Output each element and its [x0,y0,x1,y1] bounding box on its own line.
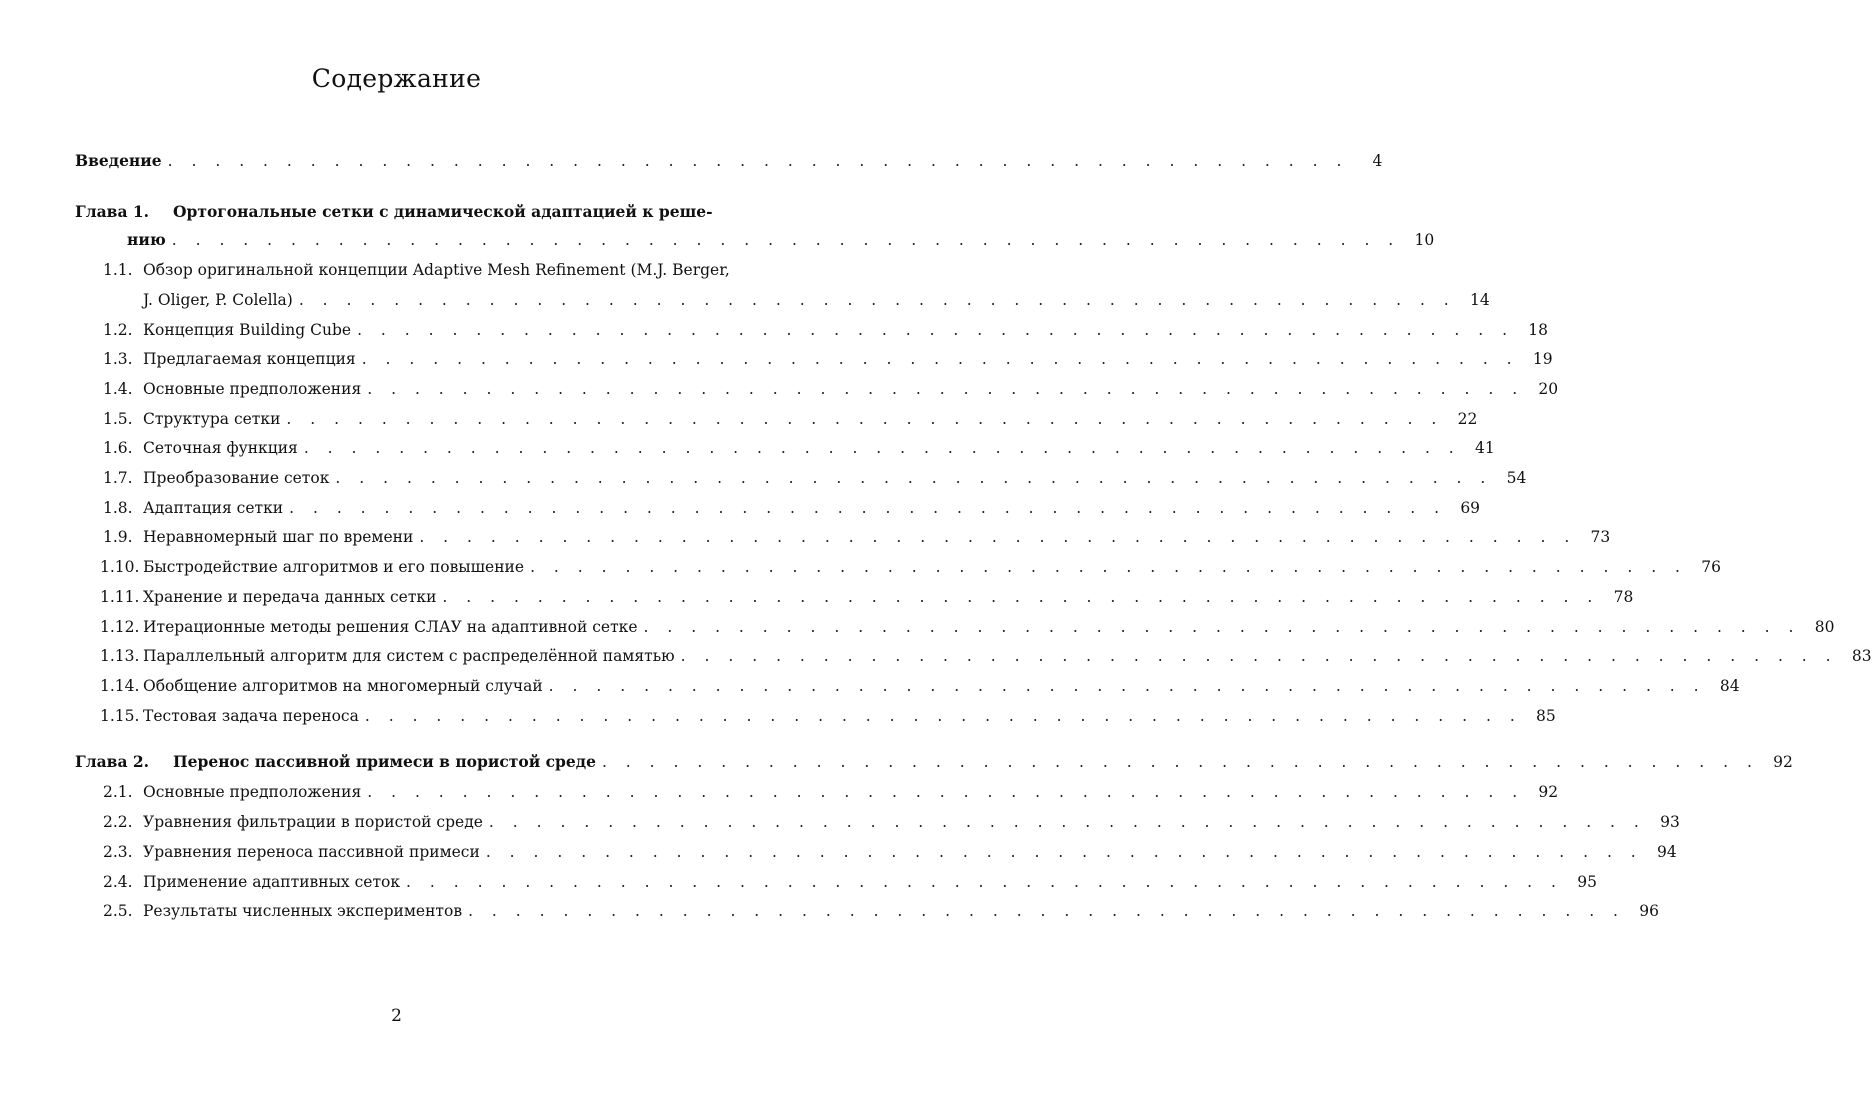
toc-page-number: 69 [1460,499,1481,517]
toc-page-number: 73 [1590,528,1611,546]
chapter-title-line1: Ортогональные сетки с динамической адаптацией к реше- [173,202,713,221]
section-title: Структура сетки [143,410,281,428]
toc-leader-dots: . . . . . . . . . . . . . . . . . . . . . . . . . . . . . . . . . . . . . . . . . . . . . . . . . [468,902,1625,920]
section-number: 1.5. [103,410,133,428]
section-title: Быстродействие алгоритмов и его повышение [143,558,525,576]
toc-page-number: 94 [1657,843,1677,861]
page-title: Содержание [311,64,482,93]
chapter-number: Глава 1. [75,202,150,221]
section-number: 1.2. [103,321,133,339]
section-title: Основные предположения [143,783,362,801]
toc-leader-dots: . . . . . . . . . . . . . . . . . . . . . . . . . . . . . . . . . . . . . . . . . . . . . . . . . [601,753,1759,771]
toc-page-number: 22 [1457,410,1478,428]
section-title: Уравнения фильтрации в пористой среде [143,813,483,831]
toc-section-2-4[interactable] [0,870,1597,894]
toc-section-1-8[interactable] [0,496,1481,520]
section-number: 1.10. [100,558,140,576]
toc-leader-dots: . . . . . . . . . . . . . . . . . . . . . . . . . . . . . . . . . . . . . . . . . . . . . . . . . [548,677,1706,695]
section-number: 1.1. [103,261,133,279]
toc-leader-dots: . . . . . . . . . . . . . . . . . . . . . . . . . . . . . . . . . . . . . . . . . . . . . . . . . . . . [171,231,1401,249]
section-number: 1.14. [100,677,140,695]
toc-leader-dots: . . . . . . . . . . . . . . . . . . . . . . . . . . . . . . . . . . . . . . . . . . . . . . . . . . [167,152,1349,170]
toc-page-number: 14 [1470,291,1490,309]
toc-chapter-1-cont[interactable] [0,228,1435,252]
section-number: 2.2. [103,813,133,831]
chapter-number: Глава 2. [75,752,150,771]
toc-section-1-6[interactable] [0,436,1495,460]
toc-leader-dots: . . . . . . . . . . . . . . . . . . . . . . . . . . . . . . . . . . . . . . . . . . . . . . . . . [442,588,1600,606]
toc-section-1-14[interactable] [0,674,1740,698]
section-number: 2.5. [103,902,133,920]
section-title: Сеточная функция [143,439,298,457]
toc-chapter-1[interactable] [0,200,793,224]
toc-leader-dots: . . . . . . . . . . . . . . . . . . . . . . . . . . . . . . . . . . . . . . . . . . . . . . . . . [367,783,1525,801]
toc-section-2-5[interactable] [0,899,1659,923]
toc-section-1-7[interactable] [0,466,1527,490]
toc-section-1-1[interactable] [0,258,793,282]
toc-leader-dots: . . . . . . . . . . . . . . . . . . . . . . . . . . . . . . . . . . . . . . . . . . . . . . . . . [485,843,1643,861]
section-number: 1.15. [100,707,140,725]
toc-page-number: 85 [1536,707,1556,725]
toc-leader-dots: . . . . . . . . . . . . . . . . . . . . . . . . . . . . . . . . . . . . . . . . . . . . . . . . . [335,469,1493,487]
toc-section-1-12[interactable] [0,615,1835,639]
page-number: 2 [391,1006,402,1026]
toc-section-1-15[interactable] [0,704,1556,728]
section-number: 1.13. [100,647,140,665]
section-title: Параллельный алгоритм для систем с распределённой памятью [143,647,675,665]
section-title-line1: Обзор оригинальной концепции Adaptive Mesh Refinement (M.J. Berger, [143,261,730,279]
toc-section-1-1-cont[interactable] [0,288,1490,312]
toc-page-number: 20 [1538,380,1559,398]
toc-leader-dots: . . . . . . . . . . . . . . . . . . . . . . . . . . . . . . . . . . . . . . . . . . . . . . . . . [298,291,1456,309]
toc-page-number: 19 [1532,350,1553,368]
toc-leader-dots: . . . . . . . . . . . . . . . . . . . . . . . . . . . . . . . . . . . . . . . . . . . . . . . . . [488,813,1646,831]
chapter-title: Перенос пассивной примеси в пористой среде [173,752,596,771]
toc-leader-dots: . . . . . . . . . . . . . . . . . . . . . . . . . . . . . . . . . . . . . . . . . . . . . . . . . [419,528,1577,546]
section-title: Хранение и передача данных сетки [143,588,437,606]
section-title: Результаты численных экспериментов [143,902,463,920]
section-number: 1.4. [103,380,133,398]
toc-section-1-11[interactable] [0,585,1634,609]
section-number: 1.9. [103,528,133,546]
toc-entry-intro[interactable] [0,149,1383,173]
section-number: 2.3. [103,843,133,861]
toc-section-1-2[interactable] [0,318,1548,342]
section-title: Концепция Building Cube [143,321,352,339]
section-title: Неравномерный шаг по времени [143,528,414,546]
toc-page-number: 18 [1528,321,1548,339]
toc-leader-dots: . . . . . . . . . . . . . . . . . . . . . . . . . . . . . . . . . . . . . . . . . . . . . . . . . [286,410,1444,428]
toc-leader-dots: . . . . . . . . . . . . . . . . . . . . . . . . . . . . . . . . . . . . . . . . . . . . . . . . . [303,439,1461,457]
toc-page-number: 80 [1814,618,1835,636]
section-title: Обобщение алгоритмов на многомерный случай [143,677,543,695]
section-title: Предлагаемая концепция [143,350,356,368]
toc-leader-dots: . . . . . . . . . . . . . . . . . . . . . . . . . . . . . . . . . . . . . . . . . . . . . . . . . [680,647,1838,665]
section-number: 1.11. [100,588,140,606]
toc-section-1-13[interactable] [0,644,1872,668]
toc-leader-dots: . . . . . . . . . . . . . . . . . . . . . . . . . . . . . . . . . . . . . . . . . . . . . . . . . [357,321,1514,339]
toc-page-number: 95 [1577,873,1597,891]
section-title: Преобразование сеток [143,469,330,487]
toc-page-number: 92 [1773,753,1793,771]
toc-page-number: 96 [1639,902,1659,920]
toc-page-number: 54 [1506,469,1527,487]
section-title-line2: J. Oliger, P. Colella) [143,291,293,309]
section-number: 1.6. [103,439,133,457]
toc-leader-dots: . . . . . . . . . . . . . . . . . . . . . . . . . . . . . . . . . . . . . . . . . . . . . . . . . [530,558,1687,576]
section-title: Применение адаптивных сеток [143,873,401,891]
toc-section-1-4[interactable] [0,377,1559,401]
toc-leader-dots: . . . . . . . . . . . . . . . . . . . . . . . . . . . . . . . . . . . . . . . . . . . . . . . . . [406,873,1563,891]
toc-page-number: 83 [1851,647,1872,665]
toc-section-1-3[interactable] [0,347,1553,371]
toc-leader-dots: . . . . . . . . . . . . . . . . . . . . . . . . . . . . . . . . . . . . . . . . . . . . . . . . . [361,350,1519,368]
toc-page-number: 10 [1414,231,1435,249]
chapter-title-line2: нию [127,230,166,249]
toc-section-2-3[interactable] [0,840,1677,864]
toc-section-2-1[interactable] [0,780,1559,804]
toc-page-number: 93 [1660,813,1680,831]
section-title: Тестовая задача переноса [143,707,359,725]
section-title: Основные предположения [143,380,362,398]
section-number: 2.4. [103,873,133,891]
toc-section-1-10[interactable] [0,555,1721,579]
toc-section-1-9[interactable] [0,525,1611,549]
toc-page-number: 4 [1372,152,1383,170]
section-number: 1.3. [103,350,133,368]
toc-chapter-2[interactable] [0,750,1793,774]
toc-entry-label: Введение [75,151,162,170]
section-title: Адаптация сетки [143,499,284,517]
toc-page-number: 76 [1701,558,1721,576]
toc-leader-dots: . . . . . . . . . . . . . . . . . . . . . . . . . . . . . . . . . . . . . . . . . . . . . . . . . [289,499,1447,517]
toc-page-number: 78 [1613,588,1634,606]
toc-section-1-5[interactable] [0,407,1478,431]
section-number: 2.1. [103,783,133,801]
toc-section-2-2[interactable] [0,810,1680,834]
toc-leader-dots: . . . . . . . . . . . . . . . . . . . . . . . . . . . . . . . . . . . . . . . . . . . . . . . . . [367,380,1525,398]
section-number: 1.12. [100,618,140,636]
section-title: Уравнения переноса пассивной примеси [143,843,480,861]
section-number: 1.7. [103,469,133,487]
section-number: 1.8. [103,499,133,517]
toc-page-number: 41 [1475,439,1495,457]
toc-leader-dots: . . . . . . . . . . . . . . . . . . . . . . . . . . . . . . . . . . . . . . . . . . . . . . . . . [364,707,1522,725]
toc-page-number: 84 [1719,677,1740,695]
toc-leader-dots: . . . . . . . . . . . . . . . . . . . . . . . . . . . . . . . . . . . . . . . . . . . . . . . . . [643,618,1801,636]
section-title: Итерационные методы решения СЛАУ на адаптивной сетке [143,618,638,636]
toc-page-number: 92 [1538,783,1559,801]
